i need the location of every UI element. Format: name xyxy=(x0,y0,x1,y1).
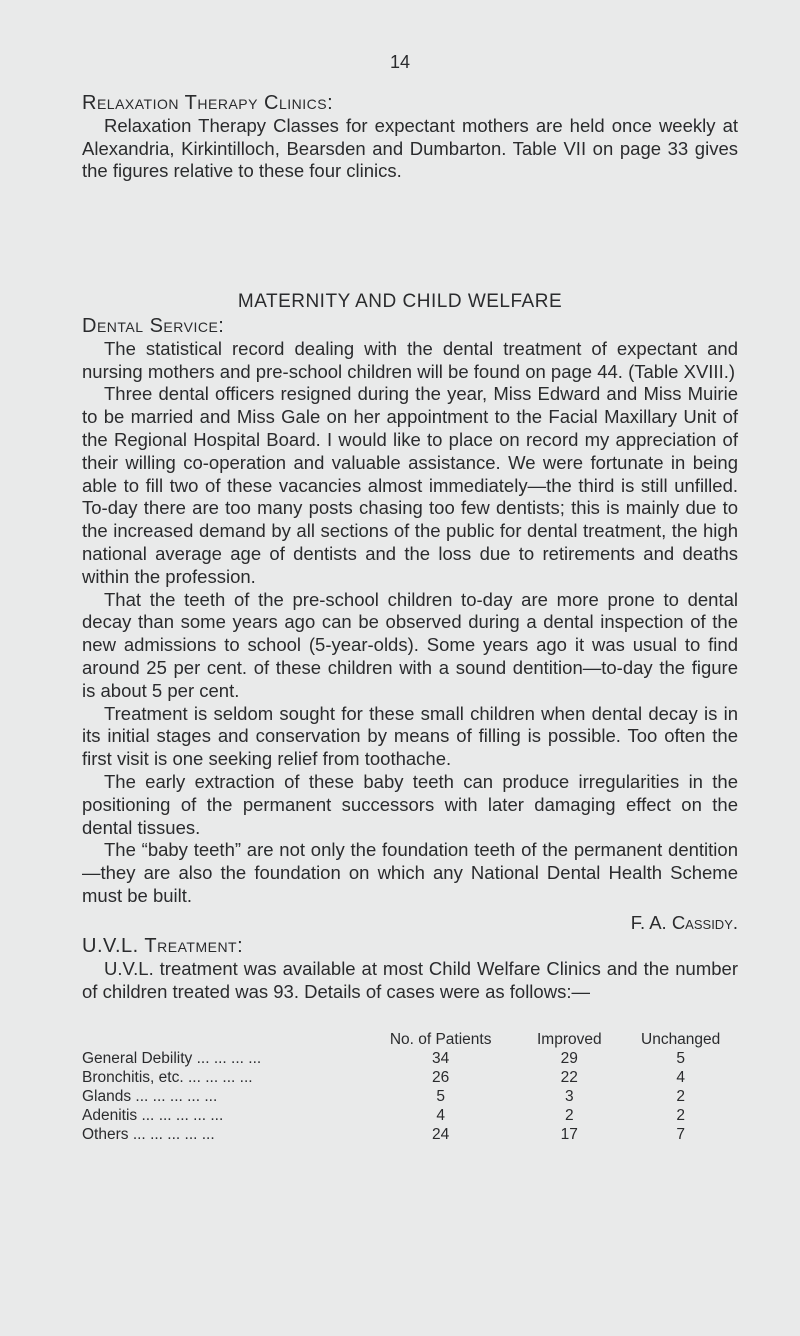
unchanged-cell: 7 xyxy=(676,1126,685,1143)
row-label: Adenitis ... ... ... ... ... xyxy=(82,1107,224,1124)
table-header-row xyxy=(82,1030,742,1049)
unchanged-cell: 2 xyxy=(676,1107,685,1124)
row-label: Others ... ... ... ... ... xyxy=(82,1126,215,1143)
dental-paragraph-2: Three dental officers resigned during the year, Miss Edward and Miss Muirie to be married and Miss Gale on her appointment to the Facial Maxillary Unit of the Regional Hospital Board. I would like to place on record my appreciation of their willing co-operation and valuable assistance. We were fortunate in being able to fill two of these vacancies almost immediately—the third is still unfilled. To-day there are too many posts chasing too few dentists; this is mainly due to the increased demand by all sections of the public for dental treatment, the high national average age of dentists and the loss due to retirements and deaths within the profession. xyxy=(82,383,738,587)
section-title: MATERNITY AND CHILD WELFARE xyxy=(237,291,563,312)
row-label: Glands ... ... ... ... ... xyxy=(82,1088,218,1105)
uvl-section xyxy=(82,935,738,1003)
page-number: 14 xyxy=(389,52,411,72)
uvl-paragraph: U.V.L. treatment was available at most Child Welfare Clinics and the number of children treated was 93. Details of cases were as follows:— xyxy=(82,957,738,1002)
signature: F. A. Cassidy. xyxy=(630,911,738,933)
unchanged-cell: 2 xyxy=(676,1088,685,1105)
uvl-table xyxy=(82,1030,742,1144)
table-row xyxy=(82,1106,742,1125)
table-row xyxy=(82,1068,742,1087)
dental-paragraph-1: The statistical record dealing with the dental treatment of expectant and nursing mothers and pre-school children will be found on page 44. (Table XVIII.) xyxy=(82,337,738,382)
dental-paragraph-3: That the teeth of the pre-school children to-day are more prone to dental decay than some years ago can be observed during a dental inspection of the new admissions to school (5-year-olds). Some years ago it was usual to find around 25 per cent. of these children with a sound dentition—to-day the figure is about 5 per cent. xyxy=(82,588,738,701)
relaxation-paragraph: Relaxation Therapy Classes for expectant mothers are held once weekly at Alexandria, Kirkintilloch, Bearsden and Dumbarton. Table VII on page 33 gives the figures relative to these four clinics. xyxy=(82,114,738,182)
improved-cell: 29 xyxy=(560,1050,578,1067)
row-label: General Debility ... ... ... ... xyxy=(82,1050,262,1067)
column-header-improved: Improved xyxy=(536,1031,602,1048)
improved-cell: 17 xyxy=(560,1126,578,1143)
relaxation-section xyxy=(82,92,738,183)
dental-paragraph-5: The early extraction of these baby teeth can produce irregularities in the positioning of the permanent successors with later damaging effect on the dental tissues. xyxy=(82,770,738,838)
column-header-unchanged: Unchanged xyxy=(641,1031,721,1048)
dental-paragraph-6: The “baby teeth” are not only the foundation teeth of the permanent dentition—they are also the foundation on which any National Dental Health Scheme must be built. xyxy=(82,839,738,906)
dental-section xyxy=(82,315,738,935)
unchanged-cell: 5 xyxy=(676,1050,685,1067)
patients-cell: 34 xyxy=(432,1050,450,1067)
improved-cell: 2 xyxy=(564,1107,574,1124)
table-row xyxy=(82,1049,742,1068)
uvl-heading: U.V.L. Treatment: xyxy=(82,935,244,957)
column-header-label xyxy=(82,1030,362,1049)
relaxation-heading: Relaxation Therapy Clinics: xyxy=(82,92,334,114)
patients-cell: 26 xyxy=(432,1069,450,1086)
column-header-patients: No. of Patients xyxy=(389,1031,492,1048)
table-row xyxy=(82,1125,742,1144)
patients-cell: 5 xyxy=(436,1088,445,1105)
improved-cell: 22 xyxy=(560,1069,578,1086)
row-label: Bronchitis, etc. ... ... ... ... xyxy=(82,1069,253,1086)
table-row xyxy=(82,1087,742,1106)
patients-cell: 24 xyxy=(432,1126,450,1143)
patients-cell: 4 xyxy=(436,1107,445,1124)
unchanged-cell: 4 xyxy=(676,1069,685,1086)
improved-cell: 3 xyxy=(564,1088,574,1105)
dental-paragraph-4: Treatment is seldom sought for these small children when dental decay is in its initial stages and conservation by means of filling is possible. Too often the first visit is one seeking relief from toothache. xyxy=(82,702,738,770)
dental-heading: Dental Service: xyxy=(82,315,225,337)
